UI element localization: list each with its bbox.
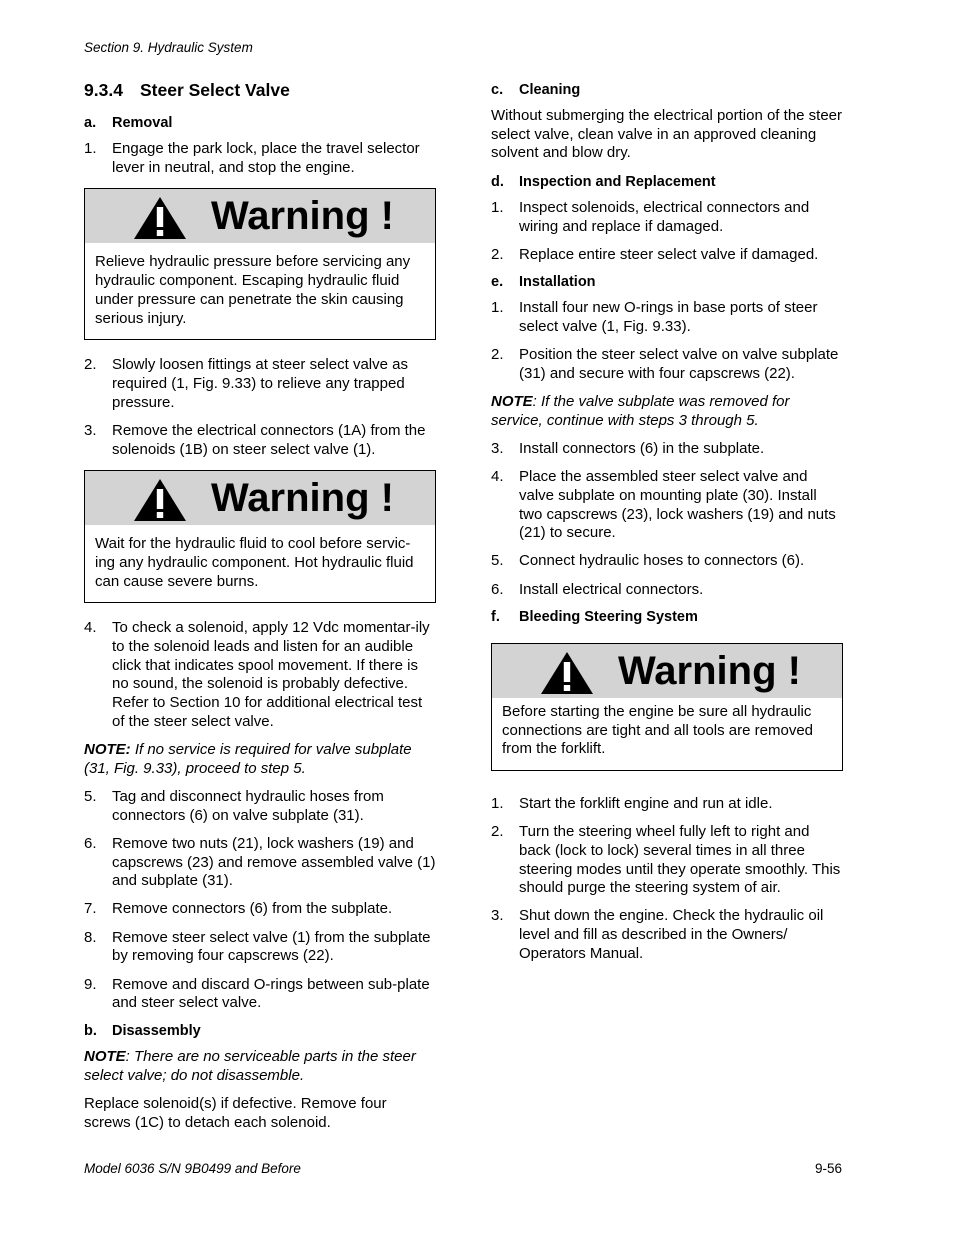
item-number: 9.	[84, 975, 97, 993]
item-number: 1.	[491, 794, 504, 812]
subheading-letter: a.	[84, 115, 97, 131]
note-label: NOTE	[84, 1048, 126, 1065]
subheading-disassembly	[84, 1023, 436, 1039]
section-number: 9.3.4	[84, 80, 123, 100]
item-text: Connect hydraulic hoses to connectors (6).	[519, 552, 805, 570]
warning-header	[492, 644, 842, 698]
warning-triangle-icon	[133, 478, 187, 522]
item-text: Install electrical connectors.	[519, 580, 704, 598]
item-text: Remove two nuts (21), lock washers (19) and capscrews (23) and remove assembled valve (1) and subplate (31).	[112, 834, 436, 890]
warning-text: Before starting the engine be sure all hydraulic connections are tight and all tools are removed from the forklift.	[502, 702, 814, 758]
subheading-letter: b.	[84, 1023, 97, 1039]
item-text: Shut down the engine. Check the hydraulic oil level and fill as described in the Owners/ Operators Manual.	[519, 907, 824, 962]
warning-triangle-icon	[540, 651, 594, 695]
item-text: Remove steer select valve (1) from the subplate by removing four capscrews (22).	[112, 928, 431, 965]
warning-box	[84, 188, 436, 340]
item-text: Turn the steering wheel fully left to right and back (lock to lock) several times in all three steering modes until they operate smoothly. This should purge the steering system of air.	[519, 823, 841, 897]
note	[84, 741, 436, 778]
list-item	[491, 795, 843, 814]
list-item	[491, 823, 843, 898]
subheading-letter: f.	[491, 608, 500, 625]
subheading-title: Disassembly	[112, 1023, 201, 1039]
item-number: 1.	[84, 140, 97, 157]
note-text: : There are no serviceable parts in the steer select valve; do not disassemble.	[84, 1048, 416, 1084]
item-text: Remove the electrical connectors (1A) from the solenoids (1B) on steer select valve (1).	[112, 421, 426, 458]
subheading-installation	[491, 274, 843, 290]
subheading-title: Removal	[112, 115, 173, 131]
item-number: 3.	[491, 907, 504, 925]
item-text: To check a solenoid, apply 12 Vdc momentar-ily to the solenoid leads and listen for an audible click that indicates spool movement. If there is no sound, the solenoid is probably defective. Refer to Section 10 for additional electrical test of the steer select valve.	[112, 619, 430, 730]
item-number: 4.	[491, 468, 504, 486]
item-number: 2.	[491, 246, 504, 264]
subheading-letter: d.	[491, 174, 504, 191]
item-number: 2.	[84, 356, 97, 374]
item-number: 5.	[491, 552, 504, 570]
item-text: Position the steer select valve on valve subplate (31) and secure with four capscrews (22).	[519, 346, 839, 382]
list-item	[491, 440, 843, 459]
warning-box	[491, 643, 843, 771]
subheading-letter: e.	[491, 274, 504, 291]
warning-box	[84, 470, 436, 603]
footer-model: Model 6036 S/N 9B0499 and Before	[84, 1161, 301, 1176]
page-header: Section 9. Hydraulic System	[84, 40, 253, 55]
subheading-letter: c.	[491, 82, 504, 98]
list-item	[491, 346, 843, 383]
right-column	[491, 80, 843, 973]
subheading-inspection	[491, 174, 843, 190]
list-item	[84, 356, 436, 412]
note	[84, 1048, 436, 1085]
list-item	[84, 976, 436, 1013]
item-text: Replace entire steer select valve if damaged.	[519, 246, 819, 264]
item-number: 4.	[84, 619, 97, 637]
item-text: Tag and disconnect hydraulic hoses from connectors (6) on valve subplate (31).	[112, 787, 384, 824]
item-text: Remove connectors (6) from the subplate.	[112, 900, 393, 918]
warning-title: Warning !	[211, 476, 394, 521]
paragraph: Without submerging the electrical portion of the steer select valve, clean valve in an approved cleaning solvent and blow dry.	[491, 107, 843, 162]
list-item	[491, 246, 843, 265]
subheading-removal	[84, 115, 436, 131]
item-text: Slowly loosen fittings at steer select valve as required (1, Fig. 9.33) to relieve any trapped pressure.	[112, 356, 408, 411]
list-item	[84, 788, 436, 825]
paragraph: Replace solenoid(s) if defective. Remove four screws (1C) to detach each solenoid.	[84, 1094, 387, 1131]
subheading-title: Installation	[519, 274, 596, 291]
item-text: Install connectors (6) in the subplate.	[519, 439, 765, 457]
item-number: 8.	[84, 928, 97, 946]
warning-text: Relieve hydraulic pressure before servicing any hydraulic component. Escaping hydraulic fluid under pressure can penetrate the skin causing serious injury.	[95, 253, 411, 327]
list-item	[491, 907, 843, 963]
list-item	[84, 929, 436, 966]
list-item	[84, 140, 436, 177]
list-item	[491, 581, 843, 600]
note-label: NOTE	[491, 393, 533, 411]
warning-title: Warning !	[211, 194, 394, 239]
note-text: If no service is required for valve subplate (31, Fig. 9.33), proceed to step 5.	[84, 741, 412, 777]
item-text: Place the assembled steer select valve and valve subplate on mounting plate (30). Install two capscrews (23), lock washers (19) and nuts (21) to secure.	[519, 468, 836, 542]
subheading-bleeding	[491, 609, 843, 625]
item-number: 1.	[491, 199, 504, 217]
note	[491, 393, 843, 430]
note-label: NOTE:	[84, 741, 131, 759]
list-item	[84, 422, 436, 459]
item-number: 6.	[84, 834, 97, 852]
page-number: 9-56	[814, 1161, 842, 1176]
subheading-title: Inspection and Replacement	[519, 174, 716, 191]
item-text: Install four new O-rings in base ports of steer select valve (1, Fig. 9.33).	[519, 299, 818, 335]
list-item	[84, 619, 436, 731]
list-item	[491, 552, 843, 571]
item-number: 2.	[491, 823, 504, 841]
list-item	[491, 199, 843, 236]
item-number: 3.	[491, 439, 504, 457]
subheading-title: Cleaning	[519, 82, 581, 98]
item-number: 3.	[84, 421, 97, 439]
warning-header	[85, 471, 435, 525]
warning-text: Wait for the hydraulic fluid to cool before servic-ing any hydraulic component. Hot hydraulic fluid can cause severe burns.	[95, 535, 414, 590]
list-item	[84, 900, 436, 919]
section-heading	[84, 80, 436, 101]
subheading-title: Bleeding Steering System	[519, 608, 698, 625]
subheading-cleaning	[491, 82, 843, 98]
list-item	[491, 299, 843, 336]
section-title: Steer Select Valve	[140, 80, 290, 100]
left-column	[84, 80, 436, 1143]
item-number: 2.	[491, 346, 504, 364]
item-number: 6.	[491, 580, 504, 598]
note-text: : If the valve subplate was removed for service, continue with steps 3 through 5.	[491, 393, 790, 429]
item-text: Start the forklift engine and run at idle.	[519, 794, 773, 812]
list-item	[84, 835, 436, 891]
item-text: Engage the park lock, place the travel selector lever in neutral, and stop the engine.	[112, 140, 420, 176]
warning-header	[85, 189, 435, 243]
item-number: 1.	[491, 299, 504, 317]
list-item	[491, 468, 843, 543]
item-text: Inspect solenoids, electrical connectors and wiring and replace if damaged.	[519, 199, 810, 235]
item-text: Remove and discard O-rings between sub-plate and steer select valve.	[112, 975, 430, 1012]
item-number: 7.	[84, 900, 97, 918]
item-number: 5.	[84, 787, 97, 805]
warning-title: Warning !	[618, 648, 801, 693]
warning-triangle-icon	[133, 196, 187, 240]
